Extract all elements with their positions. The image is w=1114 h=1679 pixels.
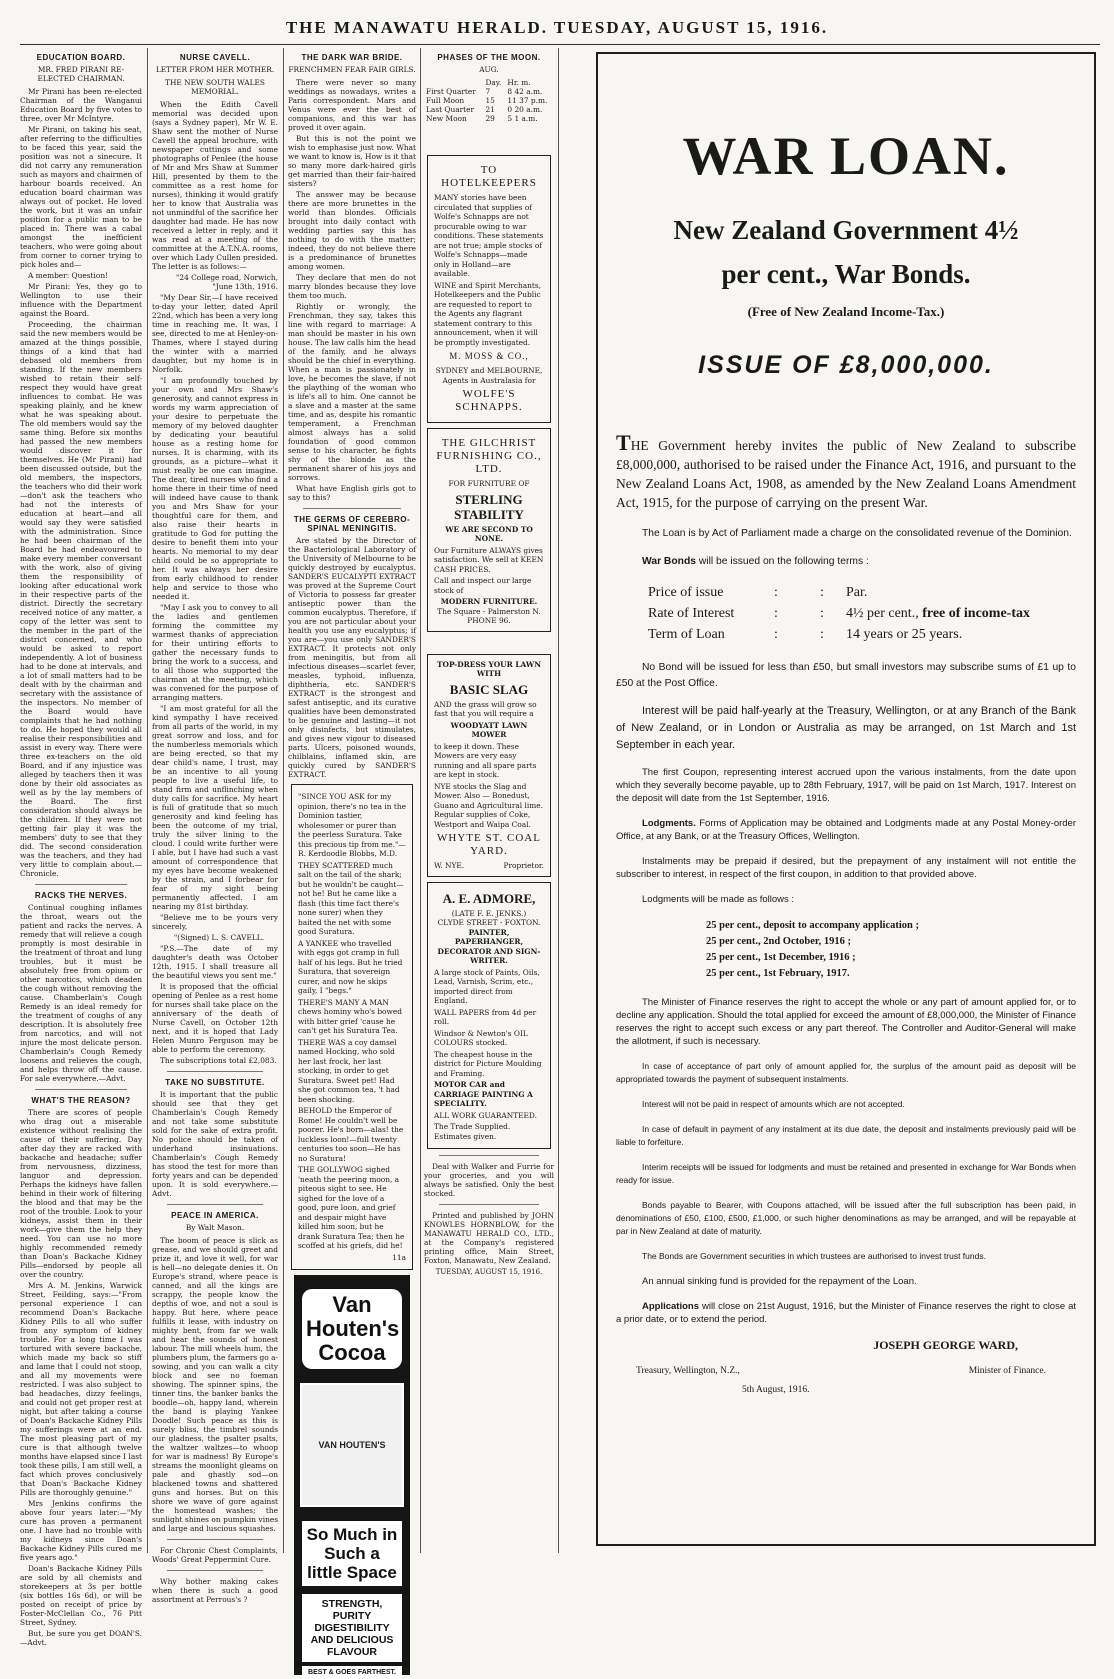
ad-paragraph: MANY stories have been circulated that supplies of Wolfe's Schnapps are not procurable owing to war conditions. These statements are not true; ample stocks of Wolfe's Schnapps—made only in Holland—are available.: [434, 193, 544, 278]
byline: By Walt Mason.: [185, 1223, 245, 1232]
article-paragraph: "May I ask you to convey to all the ladies and gentlemen forming the committee my warmest thanks of appreciation for their untiring efforts to gather the necessary funds to bring the work to a success, and to all those who supported the chairman at the meeting, which was convened for the purpose of arranging matters.: [152, 603, 278, 702]
divider: [167, 1071, 263, 1072]
article-paragraph: Rightly or wrongly, the Frenchman, they say, takes this line with regard to marriage: A man should be master in his own house. The law calls him the head of the family, and he always should be the chief in everything. When a man is passionately in love, he becomes the slave, if not the plaything of the woman who is life's all to him. One cannot be a slave and a master at the same time, and as, despite his romantic temperament, a Frenchman almost always has a solid foundation of good common sense to his character, he fights shy of the blonde as the permanent sharer of his joys and sorrows.: [288, 302, 416, 482]
article-paragraph: Mrs Jenkins confirms the above four years later:—"My cure has proven a permanent one. I have had no trouble with my kidneys since Doan's Backache Kidney Pills cured me five years ago.": [20, 1499, 142, 1562]
divider: [35, 884, 127, 885]
divider: [167, 1539, 263, 1540]
war-loan-subtitle: New Zealand Government 4½ per cent., War Bonds.: [673, 215, 1019, 289]
lodgments-paragraph: Lodgments. Forms of Application may be obtained and Lodgments made at any Postal Money-order Office, at any Bank, or at the Treasury Offices, Wellington.: [616, 818, 1076, 842]
column-3: [288, 48, 416, 1676]
column-rule: [147, 48, 148, 1553]
column-rule: [558, 48, 559, 1553]
loan-paragraph: In case of default in payment of any instalment at its due date, the deposit and instalments previously paid will be liable to forfeiture.: [616, 1124, 1076, 1147]
article-paragraph: Doan's Backache Kidney Pills are sold by all chemists and storekeepers at 3s per bottle (six bottles 16s 6d), or will be posted on receipt of price by Foster-McClellan Co., 76 Pitt Street, Sydney.: [20, 1564, 142, 1627]
ad-title: THE GILCHRIST FURNISHING CO., LTD.: [436, 437, 542, 475]
table-header: Day. Hr. m.: [485, 78, 531, 87]
ad-paragraph: THEY SCATTERED much salt on the tail of the shark; but he wouldn't be caught—not he! But he came like a flash (this time fact there's none surer) when they baited the net with some good Suratura.: [298, 860, 404, 936]
article-paragraph: Continual coughing inflames the throat, wears out the patient and racks the nerves. A remedy that will relieve a cough promptly is most desirable in the treatment of throat and lung troubles, but it must be absolutely free from opium or other narcotics, which deaden the cough without removing the cause. Chamberlain's Cough Remedy is an ideal remedy for the treatment of coughs of any description. It is absolutely free from narcotics, and will not injure the most delicate person. Chamberlain's Cough Remedy loosens and relieves the cough, and helps throw off the cause. For sale everywhere.—Advt.: [20, 903, 142, 1083]
ad-paragraph: Call and inspect our large stock of: [434, 576, 532, 595]
ad-city: SYDNEY and MELBOURNE,: [435, 366, 543, 375]
article-paragraph: What have English girls got to say to this?: [288, 484, 416, 502]
table-row: Full Moon 15 11 37 p.m.: [426, 96, 548, 105]
list-item: 25 per cent., 1st February, 1917.: [706, 968, 850, 979]
war-bride-subheading: FRENCHMEN FEAR FAIR GIRLS.: [288, 65, 416, 74]
ad-paragraph: NYE stocks the Slag and Mower. Also — Bonedust, Guano and Agricultural lime. Regular supplies of Coke, Westport and Waipa Coal.: [434, 781, 543, 829]
signature-row: [616, 1364, 1076, 1380]
ad-paragraph: The cheapest house in the district for Picture Moulding and Framing.: [434, 1049, 542, 1078]
loan-paragraph: The Loan is by Act of Parliament made a charge on the consolidated revenue of the Dominion.: [642, 528, 1072, 539]
letter-signature: "(Signed) L. S. CAVELL.: [173, 933, 265, 942]
peace-america-heading: PEACE IN AMERICA.: [171, 1211, 259, 1220]
installment-list: [616, 918, 1076, 982]
moon-phases-heading: PHASES OF THE MOON.: [437, 53, 541, 62]
moon-table: [424, 78, 554, 123]
cocoa-slogan: So Much in Such a little Space: [302, 1521, 402, 1586]
ad-line: FOR FURNITURE OF: [448, 479, 530, 488]
education-board-heading: EDUCATION BOARD.: [36, 53, 126, 62]
ad-agent: M. MOSS & CO.,: [449, 351, 529, 361]
ad-paragraph: THE GOLLYWOG sighed 'neath the peering moon, a piteous sight to see. He sighed for the love of a good, pure loon, and grief and despair might have killed him soon, but he drank Suratura Tea; then he scoffed at his griefs, did he!: [298, 1165, 405, 1250]
article-paragraph: "My Dear Sir,—I have received to-day your letter, dated April 22nd, which has been a very long time in reaching me. It was, I see, directed to me at Henley-on-Thames, where I stayed during the winter with a married daughter, but my home is in Norfolk.: [152, 293, 278, 374]
article-paragraph: There were never so many weddings as nowadays, writes a Paris correspondent. Mars and Venus were ever the best of companions, and this war has proved it over again.: [288, 78, 416, 132]
divider: [35, 1089, 127, 1090]
admore-painter-ad: [427, 882, 551, 1150]
column-1: [20, 48, 142, 1647]
ad-line: WOODYATT LAWN MOWER: [450, 720, 528, 739]
letter-address: "24 College road, Norwich, "June 13th, 1916.: [175, 273, 278, 291]
loan-paragraph: Interim receipts will be issued for lodgments and must be retained and presented in exchange for War Bonds when ready for issue.: [616, 1162, 1076, 1185]
article-paragraph: They declare that men do not marry blondes because they love them too much.: [288, 273, 416, 300]
column-2: [152, 48, 278, 1604]
treasury-address: Treasury, Wellington, N.Z.,: [636, 1365, 740, 1376]
article-paragraph: Mrs A. M. Jenkins, Warwick Street, Feilding, says:—"From personal experience I can recommend Doan's Backache Kidney Pills to all who suffer from any symptom of kidney trouble. For a long time I was tortured with severe backache, which made my back so stiff and lame that I could not stoop, and all my movements were restricted. I was also subject to bad headaches, dizzy feelings, and could not get proper rest at night, but after taking a course of Doan's Backache Kidney Pills my sufferings were at an end. The most pleasing part of my cure is that although twelve months have elapsed since I last took these pills, I am still well, a fact which proves conclusively that Doan's Backache Kidney Pills are thoroughly genuine.": [20, 1281, 142, 1497]
cocoa-tagline: BEST & GOES FARTHEST.: [302, 1666, 402, 1679]
masthead: THE MANAWATU HERALD. TUESDAY, AUGUST 15, 1916.: [285, 18, 829, 37]
divider: [303, 508, 401, 509]
table-row: First Quarter 7 8 42 a.m.: [426, 87, 543, 96]
basic-slag-ad: [427, 654, 551, 877]
loan-paragraph: The Bonds are Government securities in which trustees are authorised to invest trust funds.: [642, 1251, 986, 1261]
ad-paragraph: AND the grass will grow so fast that you will require a: [434, 699, 537, 718]
article-paragraph: There are scores of people who drag out a miserable existence without realising the cause of their suffering. Day after day they are racked with backache and headache; suffer from nervousness, dizziness, languor and depression. Perhaps the kidneys have fallen behind in their work of filtering the blood and that may be the root of the trouble. Look to your kidneys, assist them in their work—give them the help they need. You can use no more highly recommended remedy than Doan's Backache Kidney Pills—endorsed by people all over the country.: [20, 1108, 142, 1279]
ad-paragraph: MOTOR CAR and CARRIAGE PAINTING A SPECIALITY.: [434, 1080, 533, 1108]
imprint: Printed and published by JOHN KNOWLES HORNBLOW, for the MANAWATU HERALD CO., LTD., at the Company's registered printing office, Main Street, Foxton, Manawatu, New Zealand.: [424, 1211, 554, 1265]
table-row: Last Quarter 21 0 20 a.m.: [426, 105, 543, 114]
divider: [167, 1570, 263, 1571]
ad-paragraph: THERE'S MANY A MAN chews hominy who's bowed with bitter grief 'cause he can't get his Suratura Tea.: [298, 997, 402, 1035]
loan-paragraph: Bonds payable to Bearer, with Coupons attached, will be issued after the full subscription has been paid, in denominations of £50, £100, £500, £1,000, or such higher denominations as may be arranged, and will be repayable at par in New Zealand at date of maturity.: [616, 1200, 1076, 1236]
van-houtens-cocoa-ad: [294, 1275, 410, 1675]
gilchrist-furnishing-ad: [427, 428, 551, 632]
article-paragraph: But, be sure you get DOAN'S.—Advt.: [20, 1629, 142, 1647]
article-paragraph: It is proposed that the official opening of Penlee as a rest home for nurses shall take place on the anniversary of the death of Nurse Cavell, on October 12th next, and it is hoped that Lady Helen Munro Ferguson may be able to perform the ceremony.: [152, 982, 278, 1054]
article-paragraph: The boom of peace is slick as grease, and we should greet and prize it, and love it well, for war is hell—no delegate denies it. On Europe's strand, where peace is canned, and all the kings are scrappy, the people know the depths of woe, and not a soul is happy. But here, where peace fulfills it lease, with industry on mighty bent, from far we walk and hear the sounds of honest labour. The mill wheels hum, the plumbers plum, the farmers go a-sowing, and you can walk a city block and see no foeman showing. The spinner spins, the tinner tins, the banker banks the boodle—oh, happy land, wherein the band is playing Yankee Doodle! Such peace as this is surely bliss, the timbrel sounds our gladness, the psalter psalts, the waltzer waltzes—to whoop for war is madness! By Europe's streams the moonlight gleams on pale and ghastly sod—on blackened towns and shattered guns and horses. But on this shore we wave of gore against the homestead washes; the sunlight shines on pumpkin vines and large and luscious squashes.: [152, 1236, 278, 1533]
war-loan-ad: [596, 52, 1096, 1546]
list-item: 25 per cent., 2nd October, 1916 ;: [706, 936, 851, 947]
ad-title: A. E. ADMORE,: [442, 890, 536, 906]
loan-paragraph: Interest will be paid half-yearly at the Treasury, Wellington, or at any Branch of the Bank of New Zealand, or in London or Australia as may be arranged, on 1st March and 1st September in each year.: [616, 705, 1076, 751]
loan-paragraph: Instalments may be prepaid if desired, but the prepayment of any instalment will not entitle the subscriber to interest, in respect of the first coupon, in addition to that provided above.: [616, 856, 1076, 880]
ad-paragraph: A YANKEE who travelled with eggs got cramp in full half of his legs. But he tried Suratura, that sovereign curer, and now he skips gaily, I "begs.": [298, 938, 403, 995]
loan-paragraph: Interest will not be paid in respect of amounts which are not accepted.: [642, 1099, 905, 1109]
ad-paragraph: "SINCE YOU ASK for my opinion, there's no tea in the Dominion tastier, wholesomer or purer than the peerless Suratura. Take this precious tip from me."—R. Kerdoodle Blobbs, M.D.: [298, 792, 406, 858]
cocoa-tin-image: VAN HOUTEN'S: [300, 1383, 404, 1507]
grocer-notice: Deal with Walker and Furrie for your groceries, and you will always be satisfied. Only the best stocked.: [424, 1162, 554, 1198]
table-row: New Moon 29 5 1 a.m.: [426, 114, 538, 123]
wolfes-schnapps-ad: [427, 155, 551, 423]
article-paragraph: The subscriptions total £2,083.: [160, 1056, 277, 1065]
ad-line: CLYDE STREET - FOXTON.: [437, 918, 541, 927]
ad-proprietor: W. NYE. Proprietor.: [434, 861, 544, 870]
table-row: Price of issue : : Par.: [648, 585, 868, 600]
substitute-heading: TAKE NO SUBSTITUTE.: [165, 1078, 265, 1087]
terms-intro: War Bonds will be issued on the following terms :: [642, 555, 869, 567]
article-paragraph: Are stated by the Director of the Bacteriological Laboratory of the University of Melbourne to be quickly destroyed by eucalyptus. SANDER'S EUCALYPTI EXTRACT was proved at the Supreme Court of Victoria to possess far greater antiseptic power than the common eucalyptus. Therefore, if you are not particular about your health you use any eucalyptus; if you are—you use only SANDER'S EXTRACT. It protects not only from meningitis, but from all infectious diseases—scarlet fever, measles, typhoid, influenza, diphtheria, etc. SANDER'S EXTRACT is the strongest and safest antiseptic, and its curative qualities have been demonstrated to be genuine and lasting—it not only disinfects, but stimulates, and gives new vigour to diseased parts. Ulcers, poisoned wounds, chilblains, inflamed skin, are quickly cured by SANDER'S EXTRACT.: [288, 536, 416, 779]
moon-phases: [424, 53, 554, 123]
racks-nerves-heading: RACKS THE NERVES.: [34, 891, 128, 900]
divider: [439, 1204, 539, 1205]
ad-paragraph: ALL WORK GUARANTEED.: [434, 1110, 537, 1120]
drop-cap: T: [616, 430, 631, 455]
article-paragraph: It is important that the public should see that they get Chamberlain's Cough Remedy and not take some substitute sold for the sake of extra profit. No police should be taken of underhand insinuations. Chamberlain's Cough Remedy has stood the test for more than forty years and can be depended upon. It is sold everywhere.—Advt.: [152, 1090, 278, 1198]
loan-paragraph: No Bond will be issued for less than £50, but small investors may subscribe sums of £1 up to £50 at the Post Office.: [616, 662, 1076, 689]
divider: [167, 1204, 263, 1205]
education-board-subheading: MR. FRED PIRANI RE-ELECTED CHAIRMAN.: [37, 65, 125, 83]
article-paragraph: A member: Question!: [28, 271, 109, 280]
ad-headline: STERLING STABILITY: [454, 491, 524, 522]
ad-paragraph: Our Furniture ALWAYS gives satisfaction. We sell at KEEN CASH PRICES.: [434, 545, 544, 574]
lead-paragraph: THE Government hereby invites the public of New Zealand to subscribe £8,000,000, authorised to be raised under the Finance Act, 1916, and pursuant to the New Zealand Loans Act, 1908, as amended by the New Zealand Loans Amendment Act, 1915, for the purpose of carrying on the present War.: [616, 430, 1076, 510]
list-item: 25 per cent., deposit to accompany application ;: [706, 920, 920, 931]
ad-line: PAINTER, PAPERHANGER, DECORATOR AND SIGN-WRITER.: [437, 927, 541, 965]
list-item: 25 per cent., 1st December, 1916 ;: [706, 952, 856, 963]
ad-line: WE ARE SECOND TO NONE.: [445, 524, 533, 543]
ad-yard: WHYTE ST. COAL YARD.: [437, 832, 541, 857]
table-row: Term of Loan : : 14 years or 25 years.: [648, 627, 963, 642]
applications-paragraph: Applications will close on 21st August, 1916, but the Minister of Finance reserves the right to close at a prior date, or to extend the period.: [616, 1301, 1076, 1325]
issue-amount: ISSUE OF £8,000,000.: [698, 350, 994, 379]
cocoa-qualities: STRENGTH, PURITY DIGESTIBILITY AND DELICIOUS FLAVOUR: [302, 1594, 402, 1662]
loan-paragraph: In case of acceptance of part only of amount applied for, the surplus of the amount paid as deposit will be appropriated towards the payment of subsequent instalments.: [616, 1061, 1076, 1084]
ad-paragraph: THERE WAS a coy damsel named Hocking, who sold her last frock, her last stocking, in order to get Suratura. Sweet pet! Had she got common tea, 't had been shocking.: [298, 1037, 400, 1104]
ad-address: The Square - Palmerston N.: [437, 606, 541, 616]
ad-agents-line: Agents in Australasia for: [442, 375, 536, 385]
cocoa-brand: Van Houten's Cocoa: [302, 1289, 402, 1369]
loan-paragraph: The Minister of Finance reserves the right to accept the whole or any part of amount applied for, or to decline any application. Should the total applied for exceed the amount of £8,000,000, the Minister of Finance reserves the right to accept such excess or any part thereof. The Controller and Auditor-General will make the allotment, if such is necessary.: [616, 997, 1076, 1047]
table-row: Rate of Interest : : 4½ per cent., free of income-tax: [648, 606, 1031, 621]
article-paragraph: Mr Pirani: Yes, they go to Wellington to use their influence with the Department against the Board.: [20, 282, 142, 318]
ad-tag: 11a: [392, 1252, 406, 1262]
ad-title: TOP-DRESS YOUR LAWN WITH: [437, 659, 541, 678]
article-paragraph: Mr Pirani has been re-elected Chairman of the Wanganui Education Board by five votes to three, over Mr McIntyre.: [20, 87, 142, 123]
ad-paragraph: A large stock of Paints, Oils, Lead, Varnish, Scrim, etc., imported direct from England.: [434, 967, 540, 1005]
ad-line: (LATE F. E. JENKS.): [451, 908, 527, 918]
notice-date: 5th August, 1916.: [742, 1385, 810, 1395]
article-paragraph: "I am profoundly touched by your own and Mrs Shaw's generosity, and cannot express in words my warm appreciation of your desire to perpetuate the memory of my beloved daughter by dedicating your beautiful house as a resting home for nurses. It is charming, with its grounds, as a picture—what it must really be one can imagine. The dear, tired nurses who find a home there in their time of need will indeed have cause to thank you and Mrs Shaw for your thoughtful care for them, and also raise their hearts in gratitude to God for putting the desire to benefit them into your hearts. No memorial to my dear child could be so appropriate to her. It was always her desire from early childhood to render help and service to those who needed it.: [152, 376, 278, 601]
article-paragraph: Mr Pirani, on taking his seat, after referring to the difficulties to be faced this year, said the position was not a sinecure. It did not carry any remuneration such as mayors and chairmen of harbour boards received. An education board chairman was always out of pocket. He loved the work, but it was an unfair position for a public man to be placed in. There was a cabal amongst the inefficient teachers, who were going about from corner to corner trying to pick holes and—: [20, 125, 142, 269]
article-paragraph: For Chronic Chest Complaints, Woods' Great Peppermint Cure.: [152, 1546, 278, 1564]
article-paragraph: "I am most grateful for all the kind sympathy I have received from all parts of the world, in my great sorrow and loss, and for the numberless memorials which are being erected, so that my dear child's name, I trust, may be an incentive to all young people to live a useful life, to stand firm and unflinching when duty calls for sacrifice. My heart is full of gratitude that so much generosity and kind feeling has been the outcome of my trial, truly the silver lining to the cloud. I could write further were I able, but I have had such a vast amount of correspondence that my eyes have become weakened by the strain, and I forbear for fear of my sight being permanently affected. I am nearing my 81st birthday.: [152, 704, 278, 911]
nurse-cavell-subheading-2: THE NEW SOUTH WALES MEMORIAL.: [165, 78, 265, 96]
ad-paragraph: Windsor & Newton's OIL COLOURS stocked.: [434, 1028, 528, 1047]
nurse-cavell-subheading: LETTER FROM HER MOTHER.: [155, 65, 275, 74]
ad-brand: WOLFE'S SCHNAPPS.: [455, 388, 523, 413]
nurse-cavell-heading: NURSE CAVELL.: [179, 53, 251, 62]
article-paragraph: "Believe me to be yours very sincerely,: [152, 913, 278, 931]
masthead-rule: [20, 44, 1100, 45]
divider: [439, 1155, 539, 1156]
footer-date: TUESDAY, AUGUST 15, 1916.: [435, 1268, 543, 1276]
ad-paragraph: WINE and Spirit Merchants, Hotelkeepers and the Public are requested to report to the Agents any flagrant statement contrary to this announcement, when it will be promptly investigated.: [434, 280, 541, 347]
ad-paragraph: The Trade Supplied. Estimates given.: [434, 1122, 511, 1141]
article-paragraph: The answer may be because there are more brunettes in the world than blondes. Officials brought into daily contact with wedding parties say this has nothing to do with the matter; indeed, they do not believe there is a predominance of brunettes among women.: [288, 190, 416, 271]
article-paragraph: But this is not the point we wish to emphasise just now. What we want to know is, How is it that so many more dark-haired girls get married than their fair-haired sisters?: [288, 134, 416, 188]
article-paragraph: "P.S.—The date of my daughter's death was October 12th, 1915. I shall treasure all the beautiful views you sent me.": [152, 944, 278, 980]
war-bride-heading: THE DARK WAR BRIDE.: [301, 53, 403, 62]
ad-phone: PHONE 96.: [467, 616, 511, 625]
ad-line: MODERN FURNITURE.: [440, 597, 538, 606]
loan-paragraph: The first Coupon, representing interest accrued upon the various instalments, from the date upon which they severally become payable, up to 28th February, 1917, will be paid on 1st March, 1917. Interest on the deposit will date from the 1st September, 1916.: [616, 767, 1076, 804]
loan-paragraph: Lodgments will be made as follows :: [642, 894, 795, 905]
income-tax-note: (Free of New Zealand Income-Tax.): [747, 304, 945, 319]
ad-paragraph: WALL PAPERS from 4d per roll.: [434, 1007, 537, 1026]
loan-paragraph: An annual sinking fund is provided for the repayment of the Loan.: [642, 1276, 917, 1287]
ad-paragraph: to keep it down. These Mowers are very easy running and all spare parts are kept in stock.: [434, 741, 537, 779]
article-paragraph: Why bother making cakes when there is such a good assortment at Perrous's ?: [152, 1577, 278, 1604]
ad-paragraph: BEHOLD the Emperor of Rome! He couldn't well be poorer. He's born—alas! the luckless loon!—full twenty centuries too soon—He has no Suratura!: [298, 1106, 404, 1163]
article-paragraph: When the Edith Cavell memorial was decided upon (says a Sydney paper), Mr W. E. Shaw sent the mother of Nurse Cavell the appeal brochure, with newspaper cuttings and some photographs of Penlee (the house of Mr and Mrs Shaw at Summer Hill, presented by them to the committee as a rest home for nurses), thinking it would gratify her to know that Australia was not unmindful of the sacrifice her daughter had made. He has now received a letter in reply, and it was read at a meeting of the committee at the A.T.N.A. rooms, over which Lady Cullen presided. The letter is as follows:—: [152, 100, 278, 271]
suratura-tea-ad: [291, 784, 413, 1270]
meningitis-heading: THE GERMS OF CEREBRO-SPINAL MENINGITIS.: [293, 515, 411, 533]
whats-reason-heading: WHAT'S THE REASON?: [31, 1096, 131, 1105]
column-rule: [283, 48, 284, 1553]
article-paragraph: Proceeding, the chairman said the new members would be amazed at the things possible, things of a kind that had debased old members from standing. If the new members wished to retain their self-respect they would have great influences to combat. He was speaking plainly, and he knew what he was speaking about. The old members would say the same thing. Before six months had passed the new members would discover it for themselves. He (Mr Pirani) had been discussed outside, but the old members, the inspectors, the teachers who did their work—don't ask the teachers who had not the interests of education at heart—and all would say they were satisfied with the administration. Since he had been chairman of the Board he had endeavoured to make every member conversant with the work, also of giving them the responsibility of looking after educational work in their respective parts of the district. Directly the secretary received notice of any matter, a copy of the letter was sent to the member in the part of the district concerned, and who would be asked to report independently. A lot of business had to be done at intervals, and a lot of small matters had to be dealt with by the chairman and secretary with the assistance of the inspectors. No member of the Board would have complaints that he had nothing to do. He hoped they would all realise their responsibilities and assist in every way. There were three ex-teachers on the old Board, and if any injustice was alleged by teachers then it was done by their old associates as well as by the lay members of the Board. The first consideration should always be the children. If they were not getting fair play it was the members' duty to see that they did. The second consideration was the teachers, and they had very little to complain about.—Chronicle.: [20, 320, 142, 878]
war-loan-title: WAR LOAN.: [682, 126, 1010, 186]
minister-title: Minister of Finance.: [968, 1365, 1046, 1376]
ad-headline: BASIC SLAG: [449, 681, 529, 697]
column-4: [424, 48, 554, 1553]
terms-table: [616, 581, 1076, 646]
ad-title: TO HOTELKEEPERS: [441, 164, 537, 189]
minister-signature: JOSEPH GEORGE WARD,: [873, 1338, 1018, 1352]
column-rule: [420, 48, 421, 1553]
moon-month: AUG.: [479, 65, 499, 74]
